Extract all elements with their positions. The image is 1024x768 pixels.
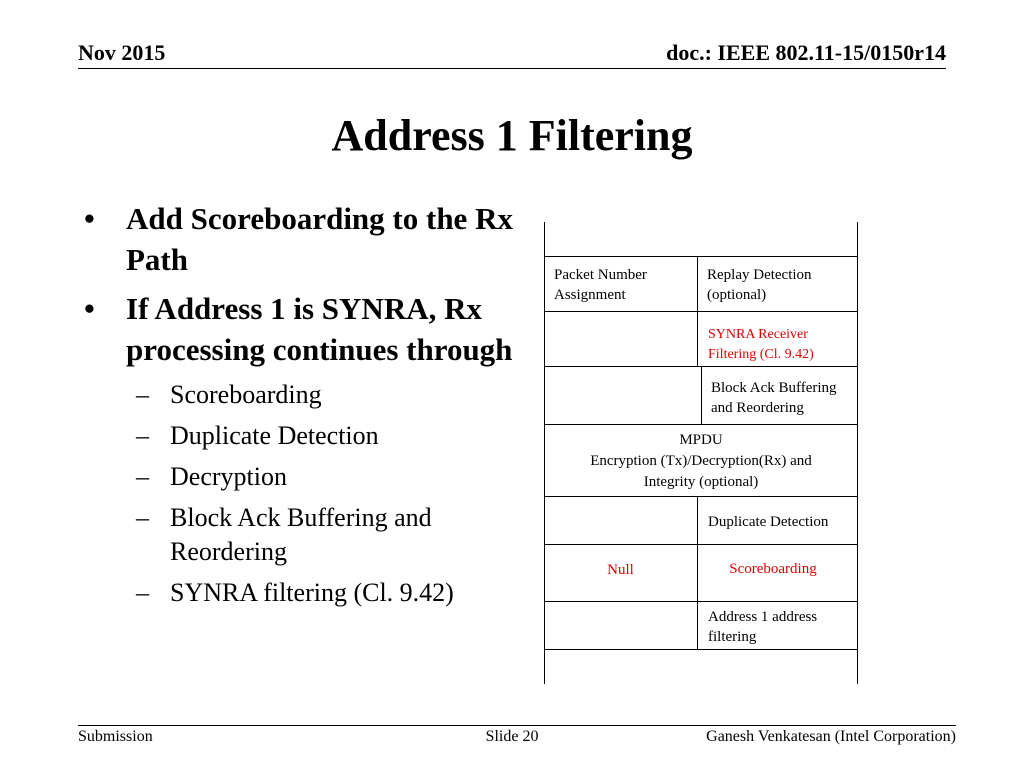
bullet-item	[84, 288, 524, 370]
dash-marker: –	[136, 578, 149, 607]
dash-marker: –	[136, 380, 149, 409]
header-rule	[78, 68, 946, 69]
synra-receiver-filtering-cell: SYNRA Receiver Filtering (Cl. 9.42)	[708, 327, 814, 362]
sub-bullet-item	[136, 419, 524, 453]
rx-path-diagram	[544, 222, 860, 684]
sub-bullet-text: SYNRA filtering (Cl. 9.42)	[170, 578, 454, 607]
bullet-item	[84, 198, 524, 280]
sub-bullet-item	[136, 378, 524, 412]
null-cell: Null	[607, 562, 634, 578]
footer-author: Ganesh Venkatesan (Intel Corporation)	[706, 728, 956, 745]
mpdu-cell-line: Integrity (optional)	[643, 474, 759, 490]
sub-bullet-text: Duplicate Detection	[170, 421, 379, 450]
diagram-divider	[697, 496, 698, 544]
replay-detection-cell: Replay Detection (optional)	[707, 267, 812, 303]
sub-bullet-text: Scoreboarding	[170, 380, 322, 409]
mpdu-cell-line: Encryption (Tx)/Decryption(Rx) and	[590, 453, 812, 469]
diagram-divider	[697, 256, 698, 311]
sub-bullet-item	[136, 501, 524, 569]
footer-submission: Submission	[78, 728, 153, 745]
diagram-rule	[544, 544, 858, 545]
mpdu-cell-title: MPDU	[679, 432, 723, 448]
header-doc-id: doc.: IEEE 802.11-15/0150r14	[666, 40, 946, 65]
bullet-text: Add Scoreboarding to the Rx Path	[126, 201, 513, 277]
scoreboarding-cell: Scoreboarding	[729, 561, 817, 577]
dash-marker: –	[136, 503, 149, 532]
diagram-rule	[544, 311, 858, 312]
sub-bullet-item	[136, 576, 524, 610]
diagram-divider	[701, 366, 702, 424]
footer-slide-number: Slide 20	[485, 728, 539, 745]
bullet-text: If Address 1 is SYNRA, Rx processing continues through	[126, 291, 513, 367]
diagram-rule	[544, 256, 858, 257]
dash-marker: –	[136, 421, 149, 450]
footer-rule	[78, 725, 956, 726]
header-date: Nov 2015	[78, 40, 166, 65]
sub-bullet-text: Block Ack Buffering and Reordering	[170, 503, 432, 566]
diagram-rule	[544, 649, 858, 650]
dash-marker: –	[136, 462, 149, 491]
bullet-dot: •	[84, 291, 95, 326]
block-ack-buffering-cell: Block Ack Buffering and Reordering	[711, 380, 837, 416]
diagram-divider	[697, 311, 698, 366]
bullet-list	[84, 198, 524, 617]
sub-bullet-item	[136, 460, 524, 494]
diagram-rule	[544, 601, 858, 602]
slide-title: Address 1 Filtering	[331, 111, 693, 160]
duplicate-detection-cell: Duplicate Detection	[708, 514, 829, 530]
diagram-rule	[544, 424, 858, 425]
packet-number-assignment-cell: Packet Number Assignment	[554, 267, 647, 303]
bullet-dot: •	[84, 201, 95, 236]
address1-filtering-cell: Address 1 address filtering	[708, 609, 818, 645]
sub-bullet-text: Decryption	[170, 462, 287, 491]
diagram-rule	[544, 496, 858, 497]
diagram-divider	[697, 601, 698, 649]
